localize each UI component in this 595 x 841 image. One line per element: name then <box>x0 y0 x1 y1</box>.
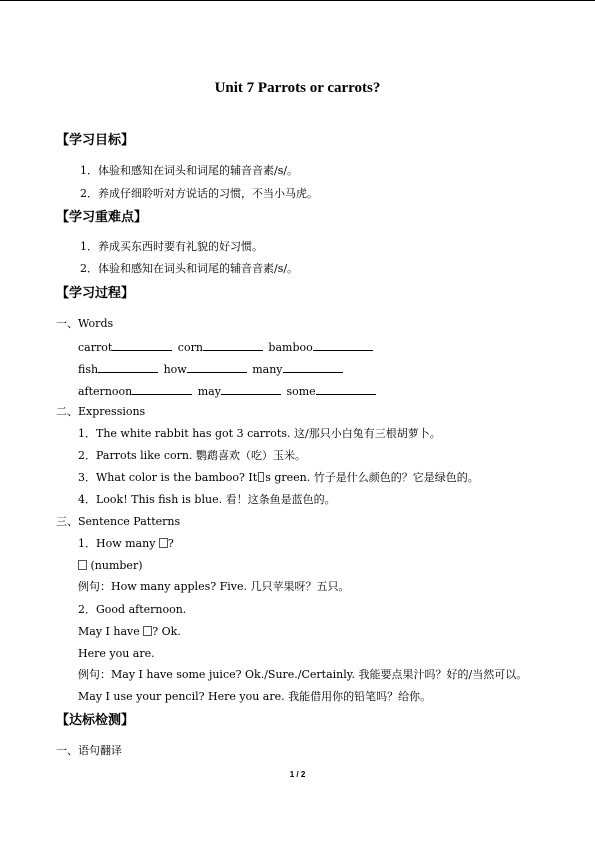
word-may: may <box>197 385 221 398</box>
expression-item-4: 4．Look! This fish is blue. 看！这条鱼是蓝色的。 <box>78 493 336 506</box>
page-number: 1 / 2 <box>289 770 306 779</box>
key-point-item-2: 2．体验和感知在词头和词尾的辅音音素/s/。 <box>80 262 299 275</box>
patterns-label: 三、Sentence Patterns <box>56 515 181 528</box>
blank-line <box>132 384 192 395</box>
expressions-label: 二、Expressions <box>56 405 146 418</box>
word-how: how <box>163 363 187 376</box>
page-title: Unit 7 Parrots or carrots? <box>214 80 381 96</box>
pattern-2-greeting: 2．Good afternoon. <box>78 603 187 616</box>
word-carrot: carrot <box>78 341 113 354</box>
word-fish: fish <box>78 363 99 376</box>
word-corn: corn <box>177 341 203 354</box>
test-heading: 【达标检测】 <box>56 713 135 728</box>
test-sub-label: 一、语句翻译 <box>56 744 122 757</box>
pattern-1-answer <box>78 559 143 573</box>
pattern-2-example-2: May I use your pencil? Here you are. 我能借用你的铅笔吗？给你。 <box>78 690 432 703</box>
word-some: some <box>286 385 316 398</box>
pattern-2-request-text: May I have <box>78 625 140 638</box>
blank-box <box>143 626 152 636</box>
words-row-3 <box>78 384 378 399</box>
pattern-1-question <box>78 537 174 551</box>
pattern-2-request-end: ? Ok. <box>152 625 181 638</box>
pattern-2-example: 例句：May I have some juice? Ok./Sure./Certainly. 我能要点果汁吗？好的/当然可以。 <box>78 668 528 681</box>
word-afternoon: afternoon <box>78 385 133 398</box>
expression-item-2: 2．Parrots like corn. 鹦鹉喜欢（吃）玉米。 <box>78 449 306 462</box>
expression-item-3-start: 3．What color is the bamboo? It <box>78 471 258 484</box>
words-row-1 <box>78 340 375 355</box>
blank-line <box>313 340 373 351</box>
goal-item-2: 2．养成仔细聆听对方说话的习惯，不当小马虎。 <box>80 187 318 200</box>
expression-item-3-end: s green. 竹子是什么颜色的？它是绿色的。 <box>265 471 479 484</box>
key-point-item-1: 1．养成买东西时要有礼貌的好习惯。 <box>80 240 263 253</box>
word-bamboo: bamboo <box>268 341 313 354</box>
blank-line <box>203 340 263 351</box>
words-row-2 <box>78 362 345 377</box>
pattern-1-example: 例句：How many apples? Five. 几只苹果呀？五只。 <box>78 580 350 593</box>
blank-line <box>283 362 343 373</box>
pattern-1-question-end: ? <box>167 537 174 550</box>
process-heading: 【学习过程】 <box>56 286 135 301</box>
expression-item-3 <box>78 471 479 485</box>
blank-line <box>221 384 281 395</box>
top-rule <box>0 0 595 1</box>
key-points-heading: 【学习重难点】 <box>56 210 148 225</box>
pattern-1-question-text: 1．How many <box>78 537 156 550</box>
blank-line <box>98 362 158 373</box>
blank-line <box>112 340 172 351</box>
missing-glyph-box <box>258 472 264 482</box>
expression-item-1: 1．The white rabbit has got 3 carrots. 这/那只小白兔有三根胡萝卜。 <box>78 427 441 440</box>
blank-box <box>159 538 168 548</box>
pattern-2-request <box>78 625 181 639</box>
goal-item-1: 1．体验和感知在词头和词尾的辅音音素/s/。 <box>80 164 299 177</box>
word-many: many <box>252 363 283 376</box>
blank-line <box>316 384 376 395</box>
pattern-2-reply: Here you are. <box>78 647 155 660</box>
words-label: 一、Words <box>56 317 114 330</box>
goals-heading: 【学习目标】 <box>56 133 135 148</box>
blank-box <box>78 560 87 570</box>
blank-line <box>187 362 247 373</box>
pattern-1-answer-text: (number) <box>90 559 143 572</box>
